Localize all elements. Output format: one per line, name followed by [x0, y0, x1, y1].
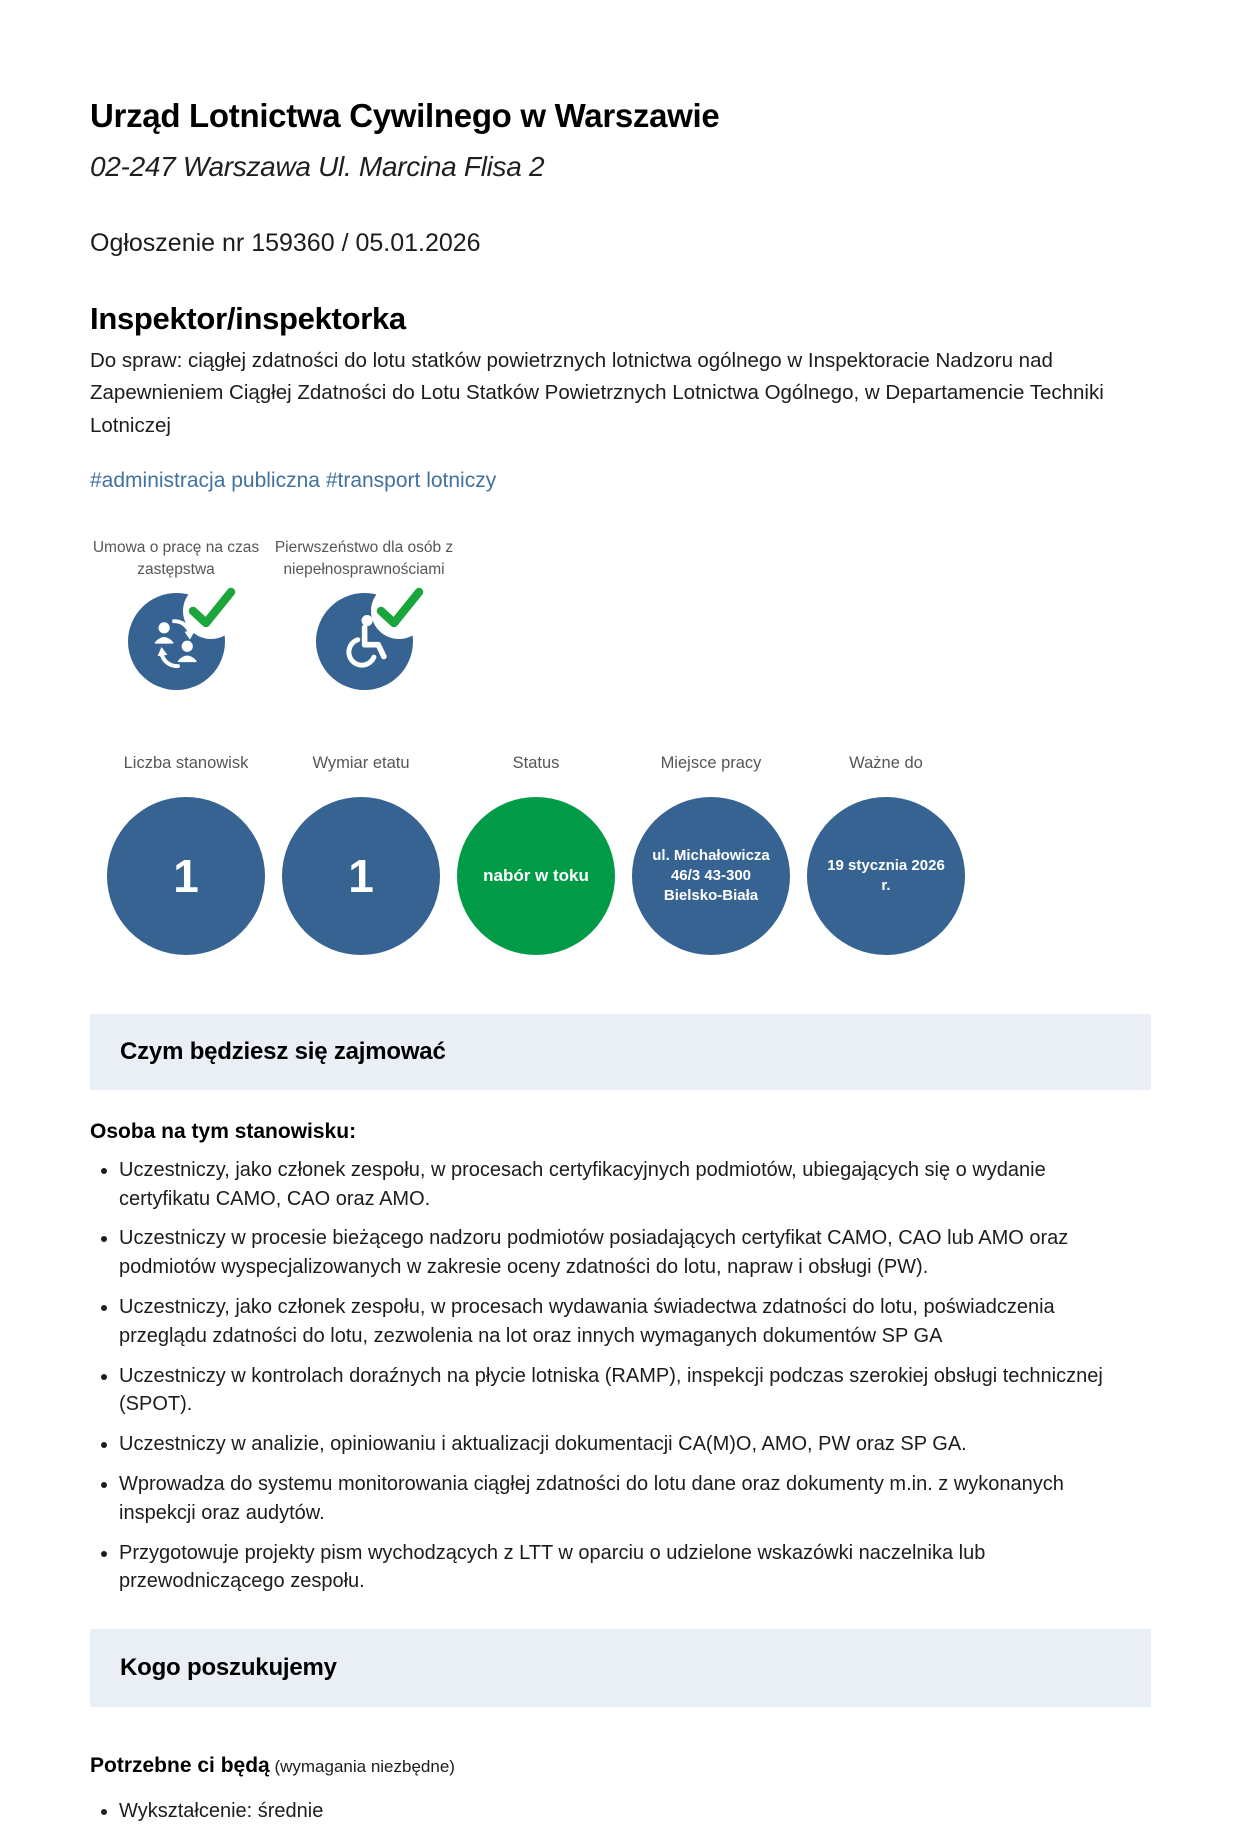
duty-item: • Uczestniczy, jako członek zespołu, w procesach certyfikacyjnych podmiotów, ubiegających się o wydanie certyfikatu CAMO, CAO oraz AMO.: [119, 1156, 1139, 1214]
stat-circle-fte: [282, 797, 440, 955]
stat-label: Status: [512, 753, 560, 772]
section-band-seek: [90, 1629, 1151, 1707]
stat-fte: [282, 754, 440, 955]
requirement-item: • Wykształcenie: średnie: [119, 1797, 1139, 1826]
requirements-heading-main: Potrzebne ci będą: [90, 1754, 270, 1778]
stat-positions: [107, 754, 265, 955]
stat-label: Miejsce pracy: [660, 753, 762, 772]
stat-circle-valid-until: [807, 797, 965, 955]
stat-label: Wymiar etatu: [312, 753, 410, 772]
stat-workplace: [632, 754, 790, 955]
check-icon: [187, 585, 237, 631]
section-band-duties: [90, 1014, 1151, 1090]
job-title: Inspektor/inspektorka: [90, 301, 406, 336]
duties-list: [90, 1156, 1151, 1596]
requirements-heading: [90, 1754, 1151, 1778]
badge-label: Pierwszeństwo dla osób z niepełnosprawnościami: [274, 539, 454, 578]
requirements-heading-suffix: (wymagania niezbędne): [269, 1757, 455, 1777]
stat-circle-workplace: [632, 797, 790, 955]
org-address: 02-247 Warszawa Ul. Marcina Flisa 2: [90, 151, 545, 182]
wheelchair-icon: [316, 593, 413, 690]
stat-value: 19 stycznia 2026 r.: [827, 856, 945, 894]
duty-item: • Uczestniczy w procesie bieżącego nadzoru podmiotów posiadających certyfikat CAMO, CAO lub AMO oraz podmiotów wyspecjalizowanych w zakresie oceny zdatności do lotu, napraw i obsługi (PW).: [119, 1224, 1139, 1282]
section-title: Kogo poszukujemy: [120, 1654, 337, 1682]
stat-value: nabór w toku: [483, 865, 589, 885]
hashtag-administracja-publiczna[interactable]: #administracja publiczna: [90, 469, 320, 493]
hashtag-transport-lotniczy[interactable]: #transport lotniczy: [325, 469, 497, 493]
duty-item: • Uczestniczy, jako członek zespołu, w procesach wydawania świadectwa zdatności do lotu, poświadczenia przeglądu zdatności do lotu, zezwolenia na lot oraz innych wymaganych dokumentów SP GA: [119, 1293, 1139, 1351]
badge-label: Umowa o pracę na czas zastępstwa: [92, 539, 260, 578]
stat-circle-positions: [107, 797, 265, 955]
stat-value: 1: [348, 849, 374, 902]
stat-valid-until: [807, 754, 965, 955]
stat-status: [457, 754, 615, 955]
stat-circle-status: [457, 797, 615, 955]
badge-replacement-contract: [90, 537, 262, 690]
stat-value: 1: [173, 849, 199, 902]
hashtags: [90, 469, 1151, 493]
stats-row: [107, 754, 1151, 955]
stat-value: ul. Michałowicza 46/3 43-300 Bielsko-Biała: [652, 846, 770, 904]
section-title: Czym będziesz się zajmować: [120, 1037, 446, 1065]
stat-label: Ważne do: [849, 753, 923, 772]
job-description: Do spraw: ciągłej zdatności do lotu statków powietrznych lotnictwa ogólnego w Inspektoracie Nadzoru nad Zapewnieniem Ciągłej Zdatności do Lotu Statków Powietrznych Lotnictwa Ogólnego, w Departamencie Techniki Lotniczej: [90, 349, 1104, 437]
badge-disability-priority: [270, 537, 458, 690]
stat-label: Liczba stanowisk: [123, 753, 249, 772]
replacement-contract-icon: [128, 593, 225, 690]
duty-item: • Przygotowuje projekty pism wychodzących z LTT w oparciu o udzielone wskazówki naczelnika lub przewodniczącego zespołu.: [119, 1539, 1139, 1597]
requirements-list: [90, 1797, 1151, 1826]
announcement-number: Ogłoszenie nr 159360 / 05.01.2026: [90, 229, 481, 257]
org-name: Urząd Lotnictwa Cywilnego w Warszawie: [90, 97, 720, 134]
check-icon: [375, 585, 425, 631]
duty-item: • Uczestniczy w analizie, opiniowaniu i aktualizacji dokumentacji CA(M)O, AMO, PW oraz SP GA.: [119, 1430, 1139, 1459]
contract-badges: [90, 537, 1151, 690]
duties-heading: Osoba na tym stanowisku:: [90, 1119, 357, 1143]
duty-item: • Wprowadza do systemu monitorowania ciągłej zdatności do lotu dane oraz dokumenty m.in. z wykonanych inspekcji oraz audytów.: [119, 1470, 1139, 1528]
duty-item: • Uczestniczy w kontrolach doraźnych na płycie lotniska (RAMP), inspekcji podczas szerokiej obsługi technicznej (SPOT).: [119, 1362, 1139, 1420]
